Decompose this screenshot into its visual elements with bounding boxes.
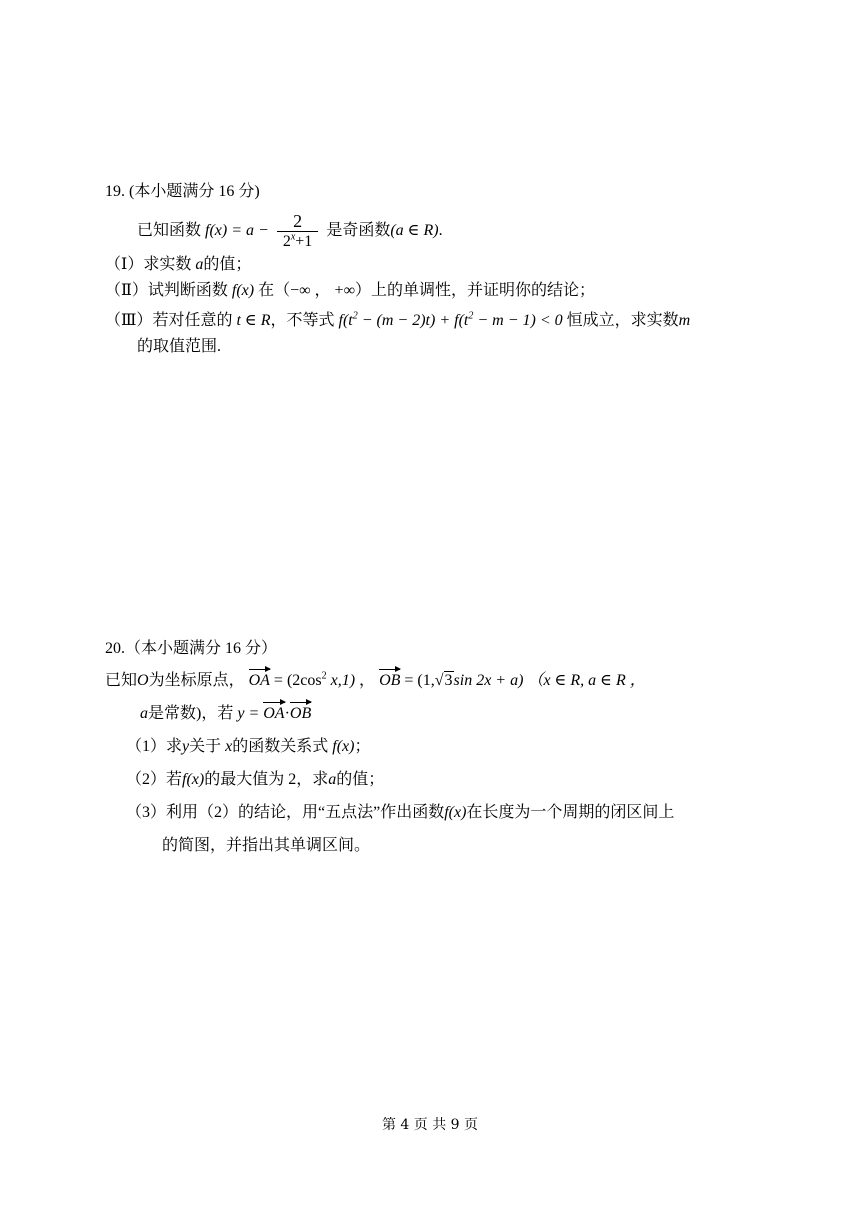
q19-fraction: $\frac{2}{2^x+1}$ [277, 211, 318, 252]
q20-header: 20.（本小题满分 16 分） [105, 640, 278, 657]
page-footer: 第 4 页 共 9 页 [381, 1117, 479, 1133]
q20-part1: （1）求y关于 x的函数关系式 f(x)； [126, 738, 371, 755]
q19-part3: （Ⅲ）若对任意的 t ∈ R，不等式 $f(t^2 - (m - 2)t) + f(t^2 - m - 1) < 0$ 恒成立，求实数m [105, 310, 691, 329]
q19-part2: （Ⅱ）试判断函数 f(x) 在（−∞ ， +∞）上的单调性，并证明你的结论； [105, 282, 596, 299]
q19-stem: 已知函数 f(x) = a − $\frac{2}{2^x+1}$ 是奇函数(a ∈ R). [137, 211, 443, 250]
q20-part2: （2）若f(x)的最大值为 2，求a的值； [126, 771, 385, 788]
q20-part3: （3）利用（2）的结论，用“五点法”作出函数f(x)在长度为一个周期的闭区间上 [126, 804, 675, 821]
q20-part3-cont: 的简图，并指出其单调区间。 [162, 837, 371, 854]
q19-part1: （Ⅰ）求实数 a的值； [105, 256, 252, 273]
q20-line1: 已知O为坐标原点， OA = ($2\cos^2$ x,1) ， OB = (1,√3sin 2x + a) （x ∈ R, a ∈ R ， [105, 668, 646, 692]
q19-header: 19. (本小题满分 16 分) [105, 183, 260, 200]
q19-part3-cont: 的取值范围. [137, 338, 222, 355]
q20-line2: a是常数)，若 y = OA·OB [140, 701, 311, 725]
